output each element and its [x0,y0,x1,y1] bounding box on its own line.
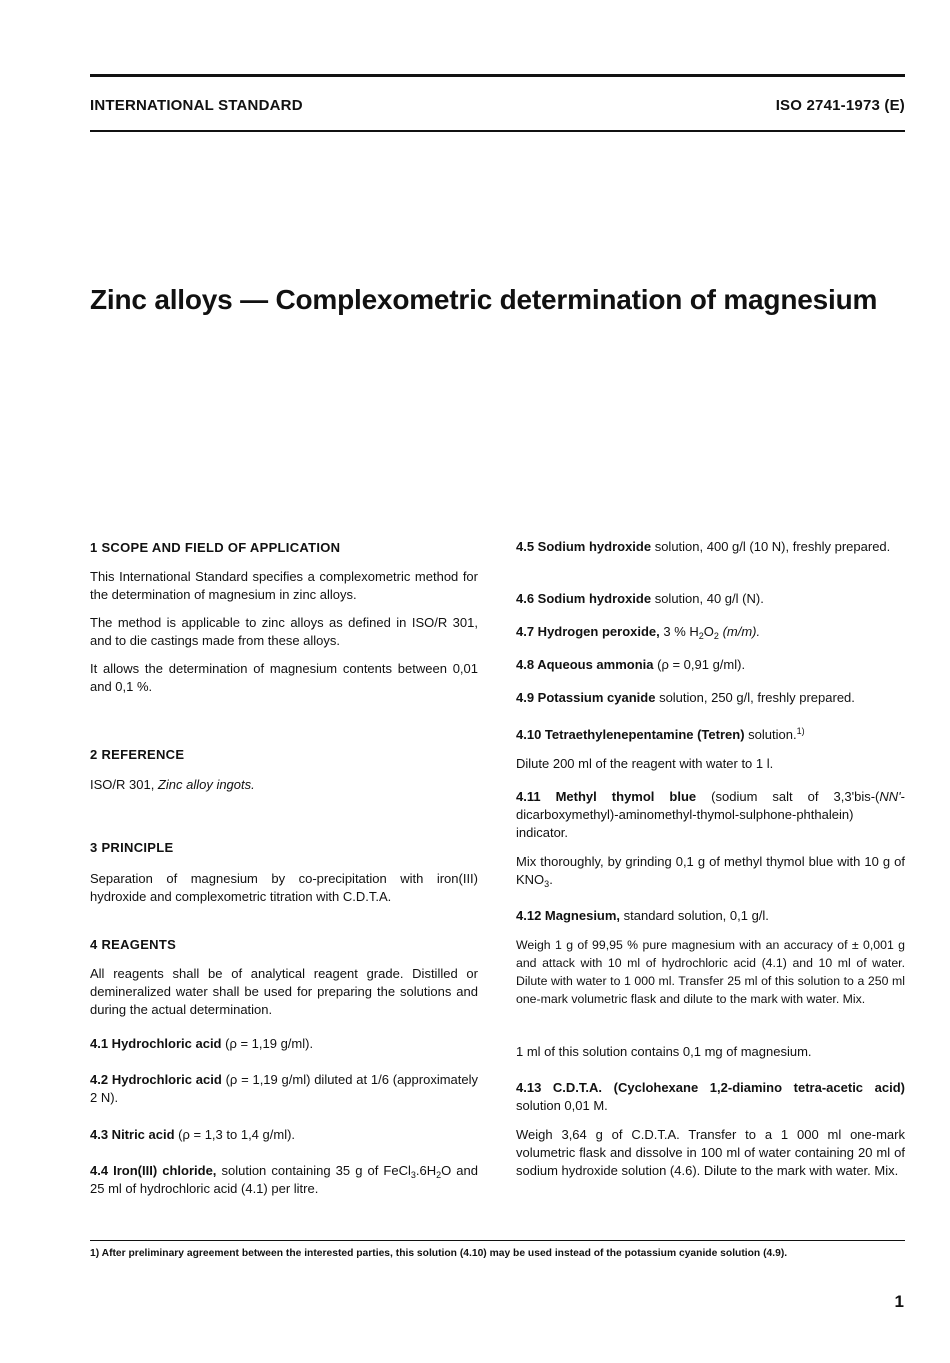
clause-label: 4.1 Hydrochloric acid [90,1036,222,1051]
text-run: solution, 400 g/l (10 N), freshly prepared. [651,539,891,554]
text-run: 2 [698,631,704,641]
text-run: 3 [410,1170,416,1180]
clause-label: 4.4 Iron(III) chloride, [90,1163,217,1178]
clause-label: 4.6 Sodium hydroxide [516,591,652,606]
paragraph [516,689,905,707]
text-run: Mix thoroughly, by grinding 0,1 g of methyl thymol blue with 10 g of KNO [516,854,905,887]
text-run: 2 REFERENCE [90,747,185,762]
text-run: standard solution, 0,1 g/l. [620,908,769,923]
paragraph [516,853,905,889]
text-run: (m/m). [722,624,761,639]
paragraph [90,965,478,1019]
paragraph [516,538,905,556]
text-run: 2 [713,631,719,641]
footnote-rule [90,1240,905,1241]
text-run: solution 0,01 M. [516,1098,608,1113]
paragraph [516,656,905,674]
text-run: .6H [415,1163,437,1178]
text-run: O [703,624,714,639]
header-document-number: ISO 2741-1973 (E) [775,97,905,114]
text-run: All reagents shall be of analytical reagent grade. Distilled or demineralized water shall be used for preparing the solutions and during the actual determination. [90,966,478,1017]
clause-label: 4.5 Sodium hydroxide [516,539,652,554]
paragraph [90,614,478,650]
paragraph [516,623,905,641]
page-title: Zinc alloys — Complexometric determination of magnesium [90,284,878,315]
paragraph [90,568,478,604]
text-run: O and 25 ml of hydrochloric acid (4.1) per litre. [90,1163,478,1196]
text-run: -dicarboxymethyl)-aminomethyl-thymol-sulphone-phthalein) indicator. [516,789,905,840]
paragraph [90,1071,478,1107]
footnote-ref: 1) [796,726,805,736]
paragraph [90,776,478,794]
text-run: (ρ = 1,19 g/ml). [221,1036,314,1051]
text-run: (ρ = 1,19 g/ml) diluted at 1/6 (approximately 2 N). [90,1072,478,1105]
paragraph [90,870,478,906]
text-run: . [549,872,553,887]
text-run: solution. [744,727,797,742]
text-run: NN' [879,789,901,804]
clause-label: 4.2 Hydrochloric acid [90,1072,222,1087]
paragraph [516,590,905,608]
paragraph [516,907,905,925]
paragraph [90,1162,478,1198]
clause-label: 4.13 C.D.T.A. (Cyclohexane 1,2-diamino tetra-acetic acid) [516,1080,905,1095]
header-top-rule [90,74,905,77]
text-run: (sodium salt of 3,3'bis-( [696,789,880,804]
text-run: (ρ = 0,91 g/ml). [653,657,746,672]
paragraph [90,660,478,696]
paragraph [516,726,905,744]
text-run: This International Standard specifies a complexometric method for the determination of magnesium in zinc alloys. [90,569,478,602]
section-heading [90,936,478,954]
text-run: solution, 250 g/l, freshly prepared. [655,690,855,705]
text-run: Weigh 1 g of 99,95 % pure magnesium with an accuracy of ± 0,001 g and attack with 10 ml of hydrochloric acid (4.1) and 10 ml of water. Dilute with water to 1 000 ml. Transfer 25 ml of this solution to a 250 ml one-mark volumetric flask and dilute to the mark with water. Mix. [516,938,905,1006]
text-run: Separation of magnesium by co-precipitation with iron(III) hydroxide and complexometric titration with C.D.T.A. [90,871,478,904]
text-run: 3 [544,879,550,889]
paragraph [516,788,905,842]
text-run: Weigh 3,64 g of C.D.T.A. Transfer to a 1 000 ml one-mark volumetric flask and dissolve in 100 ml of water containing 20 ml of sodium hydroxide solution (4.6). Dilute to the mark with water. Mix. [516,1127,905,1178]
text-run: 2 [436,1170,442,1180]
text-run: 3 % H [659,624,699,639]
text-run: The method is applicable to zinc alloys as defined in ISO/R 301, and to die castings made from these alloys. [90,615,478,648]
section-heading [90,839,478,857]
clause-label: 4.9 Potassium cyanide [516,690,656,705]
section-heading [90,539,478,557]
text-run: (ρ = 1,3 to 1,4 g/ml). [174,1127,296,1142]
text-run: solution containing 35 g of FeCl [216,1163,411,1178]
text-run: Dilute 200 ml of the reagent with water to 1 l. [516,756,774,771]
text-run: Zinc alloy ingots. [157,777,255,792]
clause-label: 4.12 Magnesium, [516,908,621,923]
text-run: 1 ml of this solution contains 0,1 mg of magnesium. [516,1044,812,1059]
header-bottom-rule [90,130,905,132]
text-run: solution, 40 g/l (N). [651,591,764,606]
text-run: 4 REAGENTS [90,937,177,952]
page-number: 1 [894,1292,904,1311]
paragraph [516,755,905,773]
text-run: 1 SCOPE AND FIELD OF APPLICATION [90,540,341,555]
text-run: 3 PRINCIPLE [90,840,174,855]
paragraph [516,1079,905,1115]
paragraph [90,1035,478,1053]
clause-label: 4.11 Methyl thymol blue [516,789,697,804]
section-heading [90,746,478,764]
paragraph [90,1126,478,1144]
text-run: ISO/R 301, [90,777,158,792]
clause-label: 4.7 Hydrogen peroxide, [516,624,660,639]
paragraph [516,936,905,1008]
clause-label: 4.8 Aqueous ammonia [516,657,654,672]
header-standard-label: INTERNATIONAL STANDARD [90,97,303,114]
clause-label: 4.3 Nitric acid [90,1127,175,1142]
paragraph [516,1126,905,1180]
footnote: 1) After preliminary agreement between the interested parties, this solution (4.10) may be used instead of the potassium cyanide solution (4.9). [90,1248,788,1259]
text-run: It allows the determination of magnesium contents between 0,01 and 0,1 %. [90,661,478,694]
paragraph [516,1043,905,1061]
clause-label: 4.10 Tetraethylenepentamine (Tetren) [516,727,745,742]
